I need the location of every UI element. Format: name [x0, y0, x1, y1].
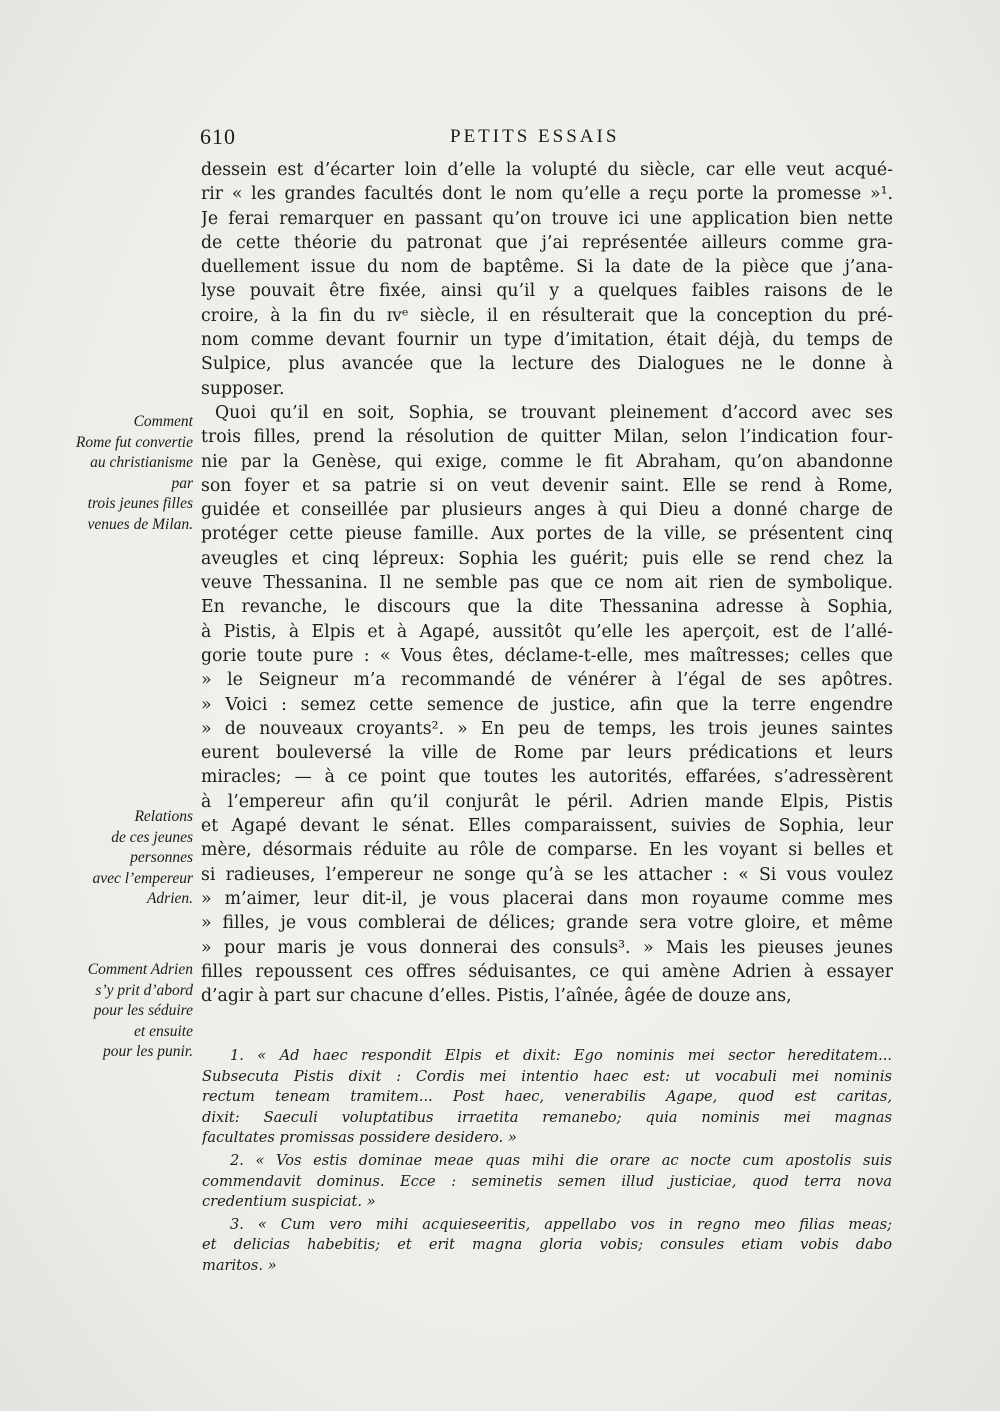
sidenote-line: et ensuite	[134, 1022, 193, 1040]
footnote-line: credentium suspiciat. »	[202, 1193, 376, 1211]
footnote-line: commendavit dominus. Ecce : seminetis semen illud justiciae, quod terra nova	[202, 1172, 892, 1190]
body-line: mère, désormais réduite au rôle de comparse. En les voyant si belles et	[201, 840, 893, 861]
body-line: supposer.	[201, 378, 285, 399]
body-line: En revanche, le discours que la dite Thessanina adresse à Sophia,	[201, 597, 893, 618]
body-line: guidée et conseillée par plusieurs anges à qui Dieu a donné charge de	[201, 500, 893, 521]
sidenote-line: par	[171, 474, 193, 492]
footnote-line: 1. « Ad haec respondit Elpis et dixit: Ego nominis mei sector hereditatem...	[230, 1047, 892, 1064]
footnote-line: facultates promissas possidere desidero. »	[202, 1129, 517, 1147]
body-line: d’agir à part sur chacune d’elles. Pistis, l’aînée, âgée de douze ans,	[201, 986, 792, 1007]
sidenote-line: Rome fut convertie	[75, 433, 193, 451]
body-line: » de nouveaux croyants². » En peu de temps, les trois jeunes saintes	[201, 718, 893, 739]
body-line: filles repoussent ces offres séduisantes, ce qui amène Adrien à essayer	[201, 961, 893, 982]
sidenote-line: s’y prit d’abord	[95, 981, 193, 999]
body-line: » pour maris je vous donnerai des consuls³. » Mais les pieuses jeunes	[201, 937, 893, 958]
footnote-line: 3. « Cum vero mihi acquieseeritis, appellabo vos in regno meo filias meas;	[230, 1215, 892, 1233]
body-line: croire, à la fin du ɪᴠᵉ siècle, il en résulterait que la conception du pré-	[201, 305, 893, 326]
body-line: duellement issue du nom de baptême. Si la date de la pièce que j’ana-	[201, 257, 893, 278]
body-line: miracles; — à ce point que toutes les autorités, effarées, s’adressèrent	[201, 767, 893, 788]
sidenote-conversion	[60, 412, 193, 535]
sidenote-line: pour les séduire	[93, 1002, 193, 1019]
footnote-line: rectum teneam tramitem... Post haec, venerabilis Agape, quod est caritas,	[202, 1088, 892, 1106]
sidenote-line: pour les punir.	[103, 1043, 193, 1060]
footnotes	[202, 1046, 892, 1279]
body-line: trois filles, prend la résolution de quitter Milan, selon l’indication four-	[201, 427, 893, 448]
body-text	[201, 158, 893, 1008]
footnote-line: et delicias habebitis; et erit magna gloria vobis; consules etiam vobis dabo	[202, 1236, 892, 1254]
page-number: 610	[200, 124, 236, 149]
body-line: Sulpice, plus avancée que la lecture des Dialogues ne le donne à	[201, 354, 893, 375]
sidenote-line: Comment	[133, 413, 193, 430]
running-title: PETITS ESSAIS	[450, 126, 620, 147]
body-line: » Voici : semez cette semence de justice, afin que la terre engendre	[201, 694, 893, 715]
body-line: dessein est d’écarter loin d’elle la volupté du siècle, car elle veut acqué-	[201, 160, 893, 180]
body-line: gorie toute pure : « Vous êtes, déclame-t-elle, mes maîtresses; celles que	[201, 645, 893, 666]
body-line: protéger cette pieuse famille. Aux portes de la ville, se présentent cinq	[201, 524, 893, 545]
sidenote-relations	[60, 807, 193, 910]
sidenote-line: trois jeunes filles	[87, 495, 193, 512]
footnote-line: dixit: Saeculi voluptatibus irraetita remanebo; quia nominis mei magnas	[202, 1108, 892, 1126]
body-line: nie par la Genèse, qui exige, comme le fit Abraham, qu’on abandonne	[201, 451, 893, 472]
body-line: nom comme devant fournir un type d’imitation, était déjà, du temps de	[201, 330, 893, 351]
body-line: son foyer et sa patrie si on veut devenir saint. Elle se rend à Rome,	[201, 475, 893, 496]
body-line: Quoi qu’il en soit, Sophia, se trouvant pleinement d’accord avec ses	[215, 402, 893, 423]
body-line: à Pistis, à Elpis et à Agapé, aussitôt qu’elle les aperçoit, est de l’allé-	[201, 621, 893, 642]
body-line: aveugles et cinq lépreux: Sophia les guérit; puis elle se rend chez la	[201, 548, 893, 569]
body-line: et Agapé devant le sénat. Elles comparaissent, suivies de Sophia, leur	[201, 816, 893, 837]
sidenote-line: au christianisme	[90, 454, 193, 471]
body-line: lyse pouvait être fixée, ainsi qu’il y a quelques faibles raisons de le	[201, 281, 893, 302]
sidenote-line: de ces jeunes	[111, 828, 193, 846]
sidenote-seduction	[60, 960, 193, 1063]
body-line: à l’empereur afin qu’il conjurât le péril. Adrien mande Elpis, Pistis	[201, 791, 893, 812]
sidenote-line: personnes	[130, 849, 193, 866]
sidenote-line: Relations	[134, 808, 193, 825]
body-line: » m’aimer, leur dit-il, je vous placerai dans mon royaume comme mes	[201, 888, 893, 909]
sidenote-line: avec l’empereur	[92, 869, 193, 887]
footnote-2	[202, 1151, 892, 1213]
footnote-line: maritos. »	[202, 1256, 277, 1274]
body-line: de cette théorie du patronat que j’ai représentée ailleurs comme gra-	[201, 232, 893, 253]
body-line: » filles, je vous comblerai de délices; grande sera votre gloire, et même	[201, 913, 893, 934]
body-line: si radieuses, l’empereur ne songe qu’à se les attacher : « Si vous voulez	[201, 864, 893, 885]
body-line: Je ferai remarquer en passant qu’on trouve ici une application bien nette	[201, 208, 893, 229]
body-line: eurent bouleversé la ville de Rome par leurs prédications et leurs	[201, 743, 893, 764]
footnote-3	[202, 1215, 892, 1277]
footnote-line: 2. « Vos estis dominae meae quas mihi die orare ac nocte cum apostolis suis	[230, 1151, 892, 1169]
sidenote-line: venues de Milan.	[87, 515, 193, 533]
footnote-1	[202, 1046, 892, 1149]
sidenote-line: Adrien.	[146, 890, 193, 907]
body-line: rir « les grandes facultés dont le nom qu’elle a reçu porte la promesse »¹.	[201, 184, 893, 205]
body-line: » le Seigneur m’a recommandé de vénérer à l’égal de ses apôtres.	[201, 670, 893, 691]
footnote-line: Subsecuta Pistis dixit : Cordis mei intentio haec est: ut vocabuli mei nominis	[202, 1067, 892, 1085]
sidenote-line: Comment Adrien	[87, 961, 193, 978]
page-header	[200, 124, 890, 154]
body-line: veuve Thessanina. Il ne semble pas que ce nom ait rien de symbolique.	[201, 573, 893, 594]
